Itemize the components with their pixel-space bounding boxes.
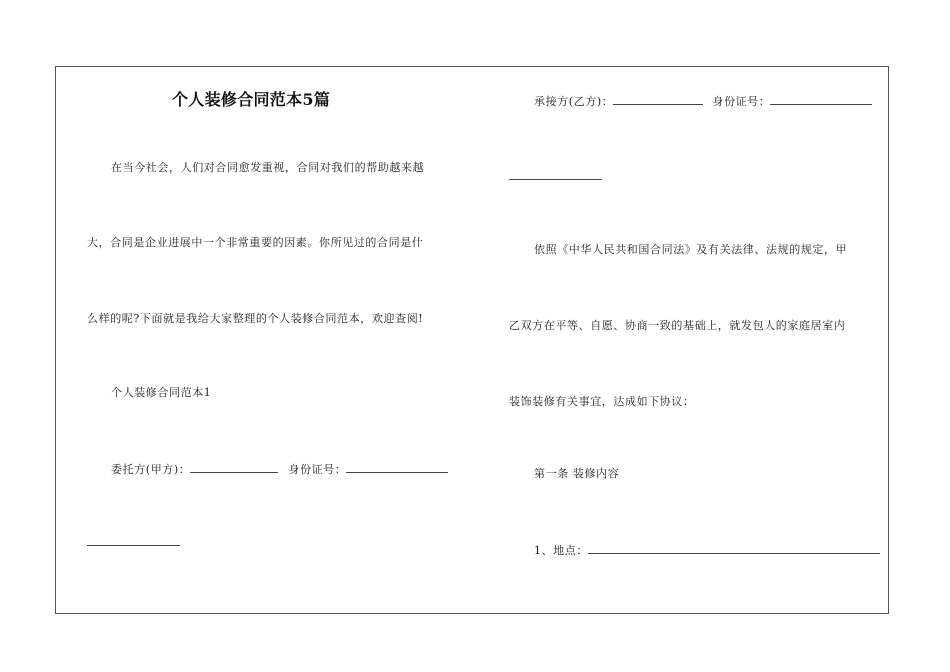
party-b-label: 承接方(乙方)： [534, 95, 614, 108]
party-a-row [111, 461, 448, 477]
party-a-continuation-blank[interactable] [87, 545, 180, 546]
intro-paragraph-line-2: 大，合同是企业进展中一个非常重要的因素。你所见过的合同是什 [87, 236, 424, 249]
party-b-id-label: 身份证号： [712, 95, 771, 108]
article-1-heading: 第一条 装修内容 [534, 467, 620, 480]
sample-heading: 个人装修合同范本1 [111, 386, 212, 399]
location-row [534, 542, 880, 558]
party-b-id-blank[interactable] [770, 93, 872, 105]
party-b-row [534, 93, 872, 109]
intro-paragraph-line-3: 么样的呢?下面就是我给大家整理的个人装修合同范本，欢迎查阅! [87, 312, 424, 325]
intro-paragraph-line-1: 在当今社会，人们对合同愈发重视，合同对我们的帮助越来越 [111, 161, 425, 174]
party-a-id-blank[interactable] [346, 461, 448, 473]
party-a-id-label: 身份证号： [288, 463, 347, 476]
party-b-name-blank[interactable] [613, 93, 703, 105]
party-b-continuation-blank[interactable] [509, 179, 602, 180]
party-a-label: 委托方(甲方)： [111, 463, 191, 476]
document-title: 个人装修合同范本5篇 [172, 90, 331, 109]
law-basis-line-2: 乙双方在平等、自愿、协商一致的基础上，就发包人的家庭居室内 [509, 319, 846, 332]
page-border [55, 66, 889, 614]
law-basis-line-1: 依照《中华人民共和国合同法》及有关法律、法规的规定，甲 [534, 243, 848, 256]
location-blank[interactable] [588, 542, 880, 554]
party-a-name-blank[interactable] [190, 461, 278, 473]
location-label: 1、地点： [534, 544, 588, 557]
law-basis-line-3: 装饰装修有关事宜，达成如下协议： [509, 395, 695, 408]
